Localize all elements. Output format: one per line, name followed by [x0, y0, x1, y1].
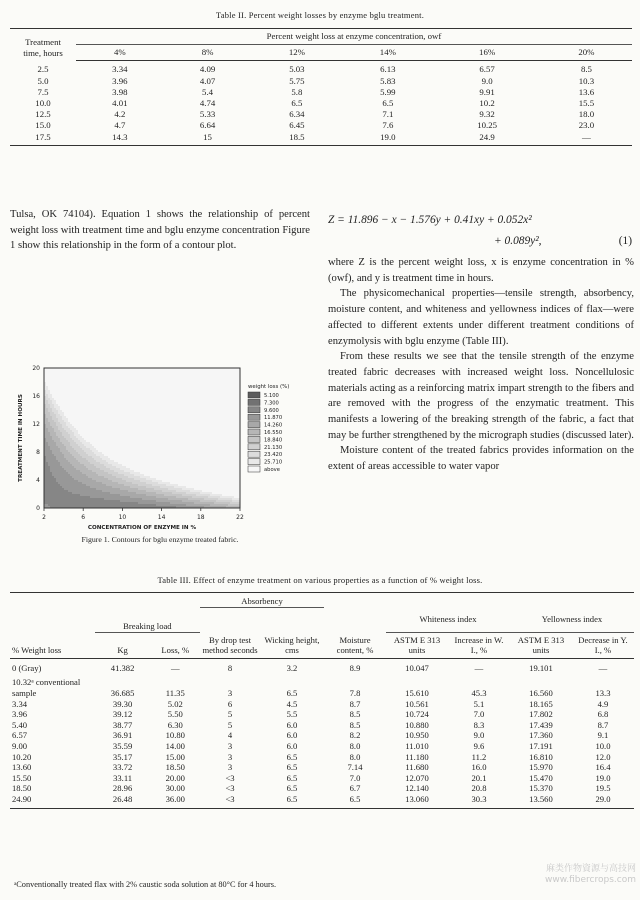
right-paragraph-1: where Z is the percent weight loss, x is enzyme concentration in % (owf), and y is treatment time in hours.: [328, 257, 634, 284]
table3-value-cell: 5: [227, 709, 233, 720]
x-tick-label: 10: [118, 514, 127, 521]
legend-label: 7.300: [264, 400, 279, 407]
table3-row: [10, 677, 634, 698]
table3-col-header: By drop test method seconds: [200, 632, 260, 658]
x-axis-label: CONCENTRATION OF ENZYME IN %: [87, 525, 197, 530]
table3-value-cell: 11.2: [471, 751, 487, 762]
table3-value-cell: 16.4: [595, 762, 611, 773]
table3-value-cell: 39.12: [112, 709, 133, 720]
table3-col-header: ASTM E 313 units: [510, 632, 572, 658]
table2-col-header: 16%: [433, 45, 541, 61]
table2-spanner: Percent weight loss at enzyme concentration, owf: [76, 29, 632, 45]
table2-value-cell: 5.03: [289, 64, 305, 75]
table3-value-cell: 8.0: [349, 741, 361, 752]
table3-col-header: ASTM E 313 units: [386, 632, 448, 658]
table3-value-cell: 35.59: [112, 741, 133, 752]
table3-value-cell: 19.0: [595, 772, 611, 783]
legend-swatch: [248, 422, 260, 428]
table3-value-cell: 6: [227, 698, 233, 709]
table3-value-cell: 6.5: [286, 751, 298, 762]
table3-weight-loss-cell: 13.60: [12, 762, 32, 773]
table3-value-cell: 36.91: [112, 730, 133, 741]
table3-value-cell: 10.880: [405, 719, 429, 730]
table3-value-cell: 9.0: [473, 730, 485, 741]
table3-value-cell: <3: [225, 772, 235, 783]
table3-col-header: % Weight loss: [10, 632, 95, 658]
table3-value-cell: 7.0: [473, 709, 485, 720]
right-paragraph-3: From these results we see that the tensile strength of the enzyme treated fabric decreases with increased weight loss. Noncellulosic materials acting as a reinforcing matrix impart strength to the fibers and are removed with the progress of the enzymatic treatment. This manifests a lowering of the breaking strength of the fabric, a fact that may be further strengthened by the micrograph studies (discussed later).: [328, 351, 634, 441]
table3-value-cell: <3: [225, 783, 235, 794]
legend-swatch: [248, 451, 260, 457]
table2-time-cell: 10.0: [35, 98, 51, 109]
table2-row: [10, 120, 632, 131]
table2-value-cell: 6.13: [380, 64, 396, 75]
table3-row: [10, 730, 634, 741]
table2-row: [10, 61, 632, 76]
y-tick-label: 16: [32, 393, 40, 400]
table3-weight-loss-cell: 24.90: [10, 794, 95, 808]
table3-col-header: Kg: [95, 632, 151, 658]
table3-value-cell: 7.14: [347, 762, 363, 773]
table2-value-cell: 6.57: [479, 64, 495, 75]
table3-weight-loss-cell: 6.57: [12, 730, 28, 741]
table3-value-cell: 16.810: [529, 751, 553, 762]
table2-value-cell: 3.96: [112, 75, 128, 86]
table2-value-cell: 23.0: [578, 120, 595, 131]
table3-weight-loss-cell: 3.34: [12, 698, 28, 709]
figure-1: [10, 360, 310, 530]
table2-time-cell: 15.0: [35, 120, 51, 131]
x-tick-label: 2: [42, 514, 46, 521]
table3-value-cell: 15.970: [529, 762, 553, 773]
legend-title: weight loss (%): [248, 384, 290, 390]
table3-value-cell: 28.96: [112, 783, 133, 794]
x-tick-label: 6: [81, 514, 86, 521]
table3-value-cell: 10.80: [165, 730, 185, 741]
table2-value-cell: 5.4: [202, 86, 214, 97]
equation-number: (1): [618, 235, 632, 247]
table3-value-cell: 16.0: [471, 762, 487, 773]
table3-value-cell: 6.5: [286, 772, 298, 783]
table2-col-header: 20%: [541, 45, 632, 61]
table3-value-cell: 8.9: [349, 662, 361, 673]
table3-value-cell: 8.2: [349, 730, 361, 741]
table3-value-cell: 6.7: [349, 783, 361, 794]
table3-value-cell: 11.180: [405, 751, 429, 762]
table2-value-cell: 5.99: [380, 86, 396, 97]
table3-value-cell: 8.5: [349, 719, 361, 730]
legend-label: 18.840: [264, 437, 283, 444]
table3-value-cell: 6.5: [324, 794, 386, 808]
table3-col-header: Decrease in Y. I., %: [572, 632, 634, 658]
legend-swatch: [248, 436, 260, 442]
breaking-load-group-header: Breaking load: [95, 607, 200, 632]
contour-plot: [10, 360, 310, 530]
table3-value-cell: 13.560: [510, 794, 572, 808]
table2-col-header: 14%: [342, 45, 433, 61]
table3-value-cell: 17.802: [529, 709, 553, 720]
table3-value-cell: 18.50: [165, 762, 185, 773]
table2-value-cell: 18.0: [578, 109, 595, 120]
table3-value-cell: 19.5: [595, 783, 611, 794]
table3-value-cell: 15.370: [529, 783, 553, 794]
table3-value-cell: 3: [227, 762, 233, 773]
table3-value-cell: 9.1: [597, 730, 609, 741]
legend-label: 21.130: [264, 444, 283, 451]
legend-label: 25.710: [264, 459, 283, 466]
table3-value-cell: 8.5: [349, 709, 361, 720]
table3-value-cell: 4.5: [286, 698, 298, 709]
table3-value-cell: 12.070: [405, 772, 429, 783]
table3-row: [10, 773, 634, 784]
table3-value-cell: 30.3: [448, 794, 510, 808]
table3-row: [10, 783, 634, 794]
table2-value-cell: 5.33: [199, 109, 216, 120]
table2-value-cell: 4.7: [114, 120, 126, 131]
table3-row: [10, 752, 634, 763]
table3-value-cell: 10.561: [405, 698, 429, 709]
y-tick-label: 8: [36, 449, 40, 456]
table3-value-cell: 6.0: [286, 719, 298, 730]
legend-swatch: [248, 399, 260, 405]
table2-time-cell: 5.0: [37, 75, 49, 86]
table3-value-cell: 33.11: [113, 772, 133, 783]
table3-value-cell: 3: [227, 741, 233, 752]
table3-value-cell: 6.8: [597, 709, 609, 720]
y-tick-label: 0: [36, 505, 40, 512]
table3-value-cell: 15.610: [405, 688, 429, 699]
table3-col-header: Loss, %: [150, 632, 200, 658]
table2-value-cell: 14.3: [76, 132, 164, 146]
table3-value-cell: 6.0: [286, 741, 298, 752]
table2-value-cell: 18.5: [251, 132, 342, 146]
table3-value-cell: 39.30: [112, 698, 133, 709]
table3-value-cell: —: [598, 662, 608, 673]
table2-col-header: 12%: [251, 45, 342, 61]
table2-value-cell: 15: [164, 132, 252, 146]
table2-row-header: Treatment time, hours: [10, 29, 76, 61]
table2-value-cell: 10.25: [477, 120, 498, 131]
table3-value-cell: 8.7: [349, 698, 361, 709]
table3-value-cell: 5.50: [167, 709, 183, 720]
table3-value-cell: 6.5: [286, 688, 298, 699]
table3-weight-loss-cell: 3.96: [12, 709, 28, 720]
watermark-cn: 麻类作物資源与高技网: [545, 864, 636, 874]
table3-weight-loss-cell: 10.20: [12, 751, 32, 762]
table3-value-cell: 26.48: [95, 794, 151, 808]
table3-value-cell: 9.6: [473, 741, 485, 752]
table2-value-cell: 4.07: [199, 75, 216, 86]
x-tick-label: 22: [236, 514, 244, 521]
equation-line-2: + 0.089y²,: [494, 235, 542, 247]
table3-value-cell: 5.02: [167, 698, 183, 709]
table2-row: [10, 76, 632, 87]
table3-value-cell: 4.9: [597, 698, 609, 709]
table2-value-cell: 9.91: [479, 86, 495, 97]
table3-value-cell: 17.191: [529, 741, 553, 752]
absorbency-group-header: Absorbency: [200, 593, 324, 608]
table3-value-cell: 20.8: [471, 783, 487, 794]
table3-value-cell: 5.1: [473, 698, 485, 709]
legend-swatch: [248, 444, 260, 450]
left-paragraph: Tulsa, OK 74104). Equation 1 shows the relationship of percent weight loss with treatment time and bglu enzyme concentration Figure 1 show this relationship in the form of a contour plot.: [10, 209, 310, 252]
contour-fill: [44, 368, 240, 508]
table2-value-cell: 19.0: [342, 132, 433, 146]
legend-swatch: [248, 466, 260, 472]
right-column: [328, 207, 634, 475]
table2-row: [10, 87, 632, 98]
table3-col-header: Wicking height, cms: [260, 632, 324, 658]
table3-col-header: Moisture content, %: [324, 632, 386, 658]
table3-value-cell: 17.360: [529, 730, 553, 741]
table3-value-cell: 20.00: [165, 772, 185, 783]
legend-swatch: [248, 392, 260, 398]
table2-value-cell: 24.9: [433, 132, 541, 146]
table2-value-cell: —: [541, 132, 632, 146]
table3-caption: Table III. Effect of enzyme treatment on various properties as a function of % weight loss.: [157, 575, 483, 585]
table3-weight-loss-cell: 9.00: [12, 741, 28, 752]
table3-value-cell: 3: [227, 688, 233, 699]
table2-value-cell: 5.75: [289, 75, 305, 86]
equation-line-1: Z = 11.896 − x − 1.576y + 0.41xy + 0.052x²: [328, 214, 532, 226]
table3-value-cell: 8: [227, 662, 233, 673]
table3-value-cell: <3: [200, 794, 260, 808]
table3-row: [10, 794, 634, 808]
watermark-url: www.fibercrops.com: [545, 875, 636, 885]
table3-value-cell: 8.7: [597, 719, 609, 730]
legend-label: 14.260: [264, 422, 283, 429]
table2-value-cell: 7.1: [382, 109, 394, 120]
legend-label: above: [264, 467, 280, 473]
table2-value-cell: 10.2: [479, 98, 495, 109]
table3-value-cell: 7.8: [349, 688, 361, 699]
table3-weight-loss-cell: 5.40: [12, 719, 28, 730]
table3-row: [10, 762, 634, 773]
table2-value-cell: 9.0: [481, 75, 493, 86]
y-tick-label: 20: [32, 365, 40, 372]
table2-value-cell: 6.45: [289, 120, 305, 131]
legend-label: 23.420: [264, 452, 283, 459]
table3-row: [10, 658, 634, 677]
table2-value-cell: 5.83: [380, 75, 396, 86]
table2-value-cell: 4.2: [114, 109, 126, 120]
y-axis-label: TREATMENT TIME IN HOURS: [18, 394, 24, 482]
left-column: [10, 207, 310, 254]
equation-1: [328, 207, 634, 255]
table3-value-cell: 3: [227, 751, 233, 762]
table2-time-cell: 2.5: [37, 64, 49, 75]
table3: [10, 592, 634, 809]
table3-value-cell: 19.101: [529, 662, 553, 673]
table2-time-cell: 17.5: [10, 132, 76, 146]
legend-swatch: [248, 459, 260, 465]
table3-value-cell: 14.00: [165, 741, 185, 752]
table3-value-cell: 36.685: [110, 688, 135, 699]
table2-value-cell: 3.98: [112, 86, 128, 97]
table3-weight-loss-cell: 18.50: [12, 783, 32, 794]
legend-label: 9.600: [264, 407, 279, 414]
table3-row: [10, 741, 634, 752]
table3-value-cell: 10.047: [405, 662, 429, 673]
table3-value-cell: —: [170, 662, 180, 673]
table3-value-cell: 15.470: [529, 772, 553, 783]
table3-value-cell: 30.00: [165, 783, 185, 794]
table3-value-cell: 4: [227, 730, 233, 741]
yellowness-group-header: Yellowness index: [510, 607, 634, 632]
table2-value-cell: 7.6: [382, 120, 394, 131]
table3-value-cell: 38.77: [112, 719, 133, 730]
table3-value-cell: 20.1: [471, 772, 487, 783]
whiteness-group-header: Whiteness index: [386, 607, 510, 632]
table2-value-cell: 10.3: [578, 75, 595, 86]
figure-caption: Figure 1. Contours for bglu enzyme treated fabric.: [81, 535, 239, 544]
table3-value-cell: 17.439: [529, 719, 553, 730]
legend-label: 5.100: [264, 393, 279, 399]
table2-col-header: 4%: [76, 45, 164, 61]
table3-value-cell: 29.0: [572, 794, 634, 808]
table3-value-cell: 10.0: [595, 741, 611, 752]
table2-value-cell: 6.5: [382, 98, 394, 109]
table3-value-cell: 11.680: [405, 762, 429, 773]
table3-value-cell: 5.5: [286, 709, 298, 720]
table3-value-cell: 16.560: [529, 688, 553, 699]
table2-caption: Table II. Percent weight losses by enzyme bglu treatment.: [215, 10, 425, 20]
table3-value-cell: 35.17: [112, 751, 133, 762]
table3-value-cell: 10.724: [405, 709, 429, 720]
table3-value-cell: 33.72: [112, 762, 133, 773]
table2-value-cell: 4.01: [112, 98, 128, 109]
table3-weight-loss-cell: 15.50: [12, 772, 32, 783]
table2-row: [10, 109, 632, 120]
table3-value-cell: 13.060: [386, 794, 448, 808]
table3-value-cell: 36.00: [150, 794, 200, 808]
table2-value-cell: 15.5: [578, 98, 595, 109]
legend-label: 11.870: [264, 415, 283, 422]
table2: [10, 28, 632, 146]
table2-value-cell: 3.34: [112, 64, 128, 75]
table3-value-cell: 18.165: [529, 698, 553, 709]
table3-value-cell: 41.382: [110, 662, 135, 673]
y-tick-label: 4: [36, 477, 40, 484]
table3-value-cell: 11.010: [405, 741, 429, 752]
table3-row: [10, 699, 634, 710]
table2-value-cell: 6.64: [199, 120, 216, 131]
table3-row: [10, 709, 634, 720]
table3-value-cell: 8.3: [473, 719, 485, 730]
table3-value-cell: 10.950: [405, 730, 429, 741]
table3-value-cell: 6.30: [167, 719, 183, 730]
table2-col-header: 8%: [164, 45, 252, 61]
table2-value-cell: 4.74: [199, 98, 216, 109]
table2-value-cell: 6.5: [291, 98, 303, 109]
table2-value-cell: 6.34: [289, 109, 305, 120]
right-paragraph-4: Moisture content of the treated fabrics provides information on the extent of areas accessible to water vapor: [328, 445, 634, 473]
table2-row: [10, 132, 632, 146]
table2-value-cell: 4.09: [199, 64, 216, 75]
table3-row: [10, 720, 634, 731]
table3-value-cell: 45.3: [471, 688, 487, 699]
table3-value-cell: 12.0: [595, 751, 611, 762]
table3-value-cell: —: [474, 662, 484, 673]
legend-swatch: [248, 414, 260, 420]
table3-value-cell: 7.0: [349, 772, 361, 783]
table3-value-cell: 6.5: [286, 762, 298, 773]
table2-value-cell: 8.5: [580, 64, 592, 75]
x-tick-label: 14: [157, 514, 166, 521]
table3-value-cell: 5: [227, 719, 233, 730]
table3-weight-loss-cell: 0 (Gray): [12, 662, 42, 673]
table3-col-header: Increase in W. I., %: [448, 632, 510, 658]
table3-value-cell: 3.2: [286, 662, 298, 673]
table3-value-cell: 8.0: [349, 751, 361, 762]
table2-value-cell: 5.8: [291, 86, 303, 97]
table2-time-cell: 7.5: [37, 86, 49, 97]
x-tick-label: 18: [196, 514, 205, 521]
table2-time-cell: 12.5: [35, 109, 51, 120]
right-paragraph-2: The physicomechanical properties—tensile strength, absorbency, moisture content, and whiteness and yellowness indices of flax—were affected to different extents under different treatment conditions of enzymolysis with bglu enzyme (Table III).: [328, 288, 634, 347]
table3-value-cell: 6.5: [286, 783, 298, 794]
table3-weight-loss-cell: 10.32ᵃ conventional sample: [12, 677, 81, 699]
table2-value-cell: 9.32: [479, 109, 495, 120]
table3-value-cell: 6.5: [260, 794, 324, 808]
watermark: [520, 864, 636, 886]
table3-value-cell: 6.0: [286, 730, 298, 741]
table3-value-cell: 12.140: [405, 783, 429, 794]
table2-value-cell: 13.6: [578, 86, 595, 97]
legend-swatch: [248, 407, 260, 413]
table2-row: [10, 98, 632, 109]
legend-label: 16.550: [264, 430, 283, 436]
table3-value-cell: 15.00: [165, 751, 185, 762]
table3-value-cell: 13.3: [595, 688, 611, 699]
legend-swatch: [248, 429, 260, 435]
table3-value-cell: 11.35: [165, 688, 185, 699]
table3-footnote: ᵃConventionally treated flax with 2% caustic soda solution at 80°C for 4 hours.: [14, 880, 277, 889]
y-tick-label: 12: [32, 421, 40, 428]
